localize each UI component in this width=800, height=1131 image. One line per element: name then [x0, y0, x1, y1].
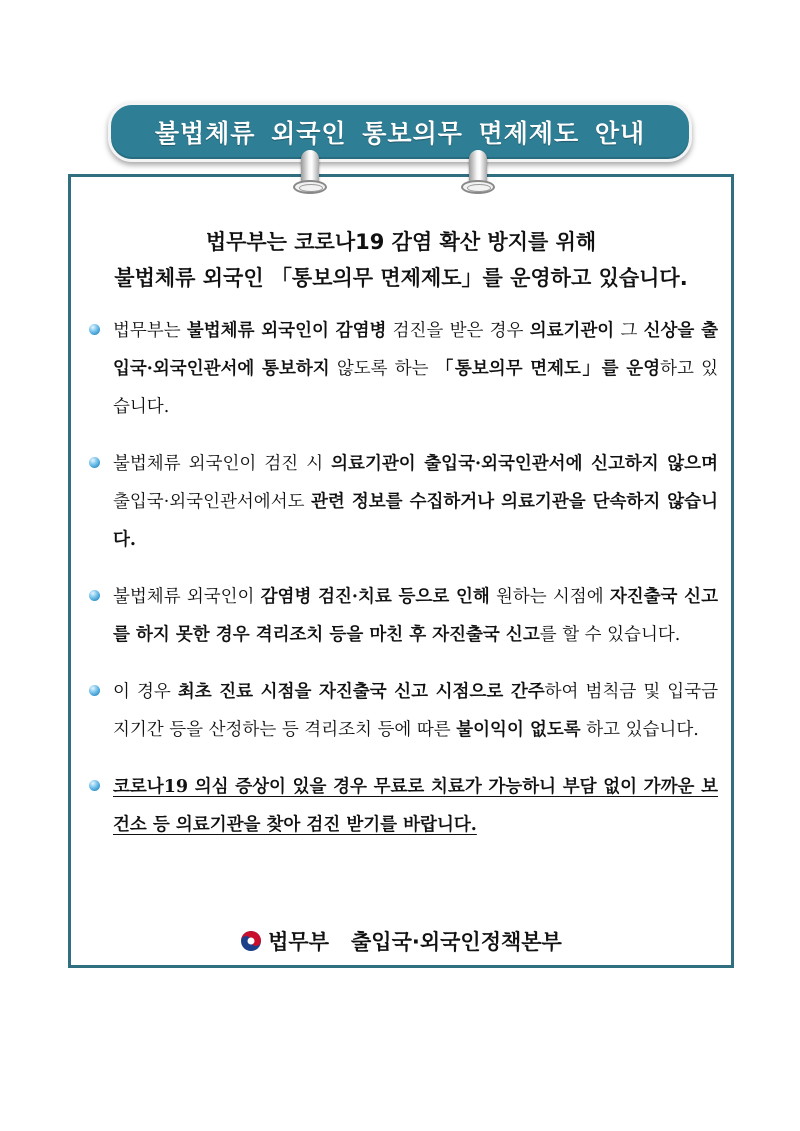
bullet-dot-icon [89, 457, 100, 468]
bullet-text [113, 321, 718, 417]
bold-text-segment: 의료기관이 출입국·외국인관서에 신고하지 않으며 [331, 454, 718, 474]
bold-text-segment: 「통보의무 면제도」를 운영 [435, 359, 661, 379]
text-segment: 출입국·외국인관서에서도 [113, 492, 312, 512]
subtitle-line-1: 법무부는 코로나19 감염 확산 방지를 위해 [205, 230, 597, 254]
bullet-item-2 [88, 445, 718, 559]
bullet-dot-icon [89, 590, 100, 601]
text-segment: 하여 범칙금 및 입국금지기간 등을 산정하는 등 격리조치 등에 따른 [113, 682, 719, 740]
header-banner [108, 102, 692, 162]
bullet-item-5 [88, 768, 718, 844]
text-segment: 하고 있습니다. [113, 359, 719, 417]
text-segment: 검진을 받은 경우 [386, 321, 530, 341]
bold-text-segment: 코로나19 의심 증상이 있을 경우 무료로 치료가 가능하니 부담 없이 가까운 보건소 등 의료기관을 찾아 검진 받기를 바랍니다. [113, 777, 718, 835]
text-segment: 를 할 수 있습니다. [539, 625, 681, 645]
bullet-dot-icon [89, 685, 100, 696]
subtitle [72, 224, 730, 296]
bullet-list [88, 312, 718, 863]
bullet-text [113, 682, 718, 740]
bullet-item-3 [88, 578, 718, 654]
bold-text-segment: 최초 진료 시점을 자진출국 신고 시점으로 간주 [177, 682, 545, 702]
bullet-text [113, 777, 718, 835]
bold-text-segment: 감염병 검진·치료 등으로 인해 [260, 587, 490, 607]
bullet-item-4 [88, 673, 718, 749]
text-segment: 원하는 시점에 [489, 587, 610, 607]
bullet-dot-icon [89, 324, 100, 335]
text-segment: 법무부는 [113, 321, 187, 341]
text-segment: 불법체류 외국인이 검진 시 [113, 454, 332, 474]
office-name: 출입국·외국인정책본부 [351, 930, 562, 954]
binder-ring-left [293, 150, 327, 200]
bullet-item-1 [88, 312, 718, 426]
text-segment: 않도록 하는 [329, 359, 436, 379]
bold-text-segment: 자진출국 신고를 하지 못한 경우 격리조치 등을 마친 후 자진출국 신고 [113, 587, 718, 645]
binder-ring-right [461, 150, 495, 200]
ministry-name: 법무부 [268, 930, 329, 954]
text-segment: 그 [614, 321, 644, 341]
subtitle-line-2: 불법체류 외국인 「통보의무 면제제도」를 운영하고 있습니다. [114, 266, 688, 290]
text-segment: 하고 있습니다. [580, 720, 699, 740]
bullet-dot-icon [89, 780, 100, 791]
bullet-text [113, 454, 718, 550]
bold-text-segment: 관련 정보를 수집하거나 의료기관을 단속하지 않습니다. [113, 492, 718, 550]
page-title: 불법체류 외국인 통보의무 면제제도 안내 [154, 119, 646, 148]
bullet-text [113, 587, 718, 645]
bold-text-segment: 신상을 출입국·외국인관서에 통보하지 [113, 321, 719, 379]
taegeuk-emblem-icon [240, 930, 262, 952]
text-segment: 불법체류 외국인이 [113, 587, 261, 607]
bold-text-segment: 의료기관이 [529, 321, 615, 341]
bold-text-segment: 불이익이 없도록 [456, 720, 581, 740]
footer-signature [72, 926, 730, 956]
bold-text-segment: 불법체류 외국인이 감염병 [186, 321, 387, 341]
text-segment: 이 경우 [113, 682, 178, 702]
